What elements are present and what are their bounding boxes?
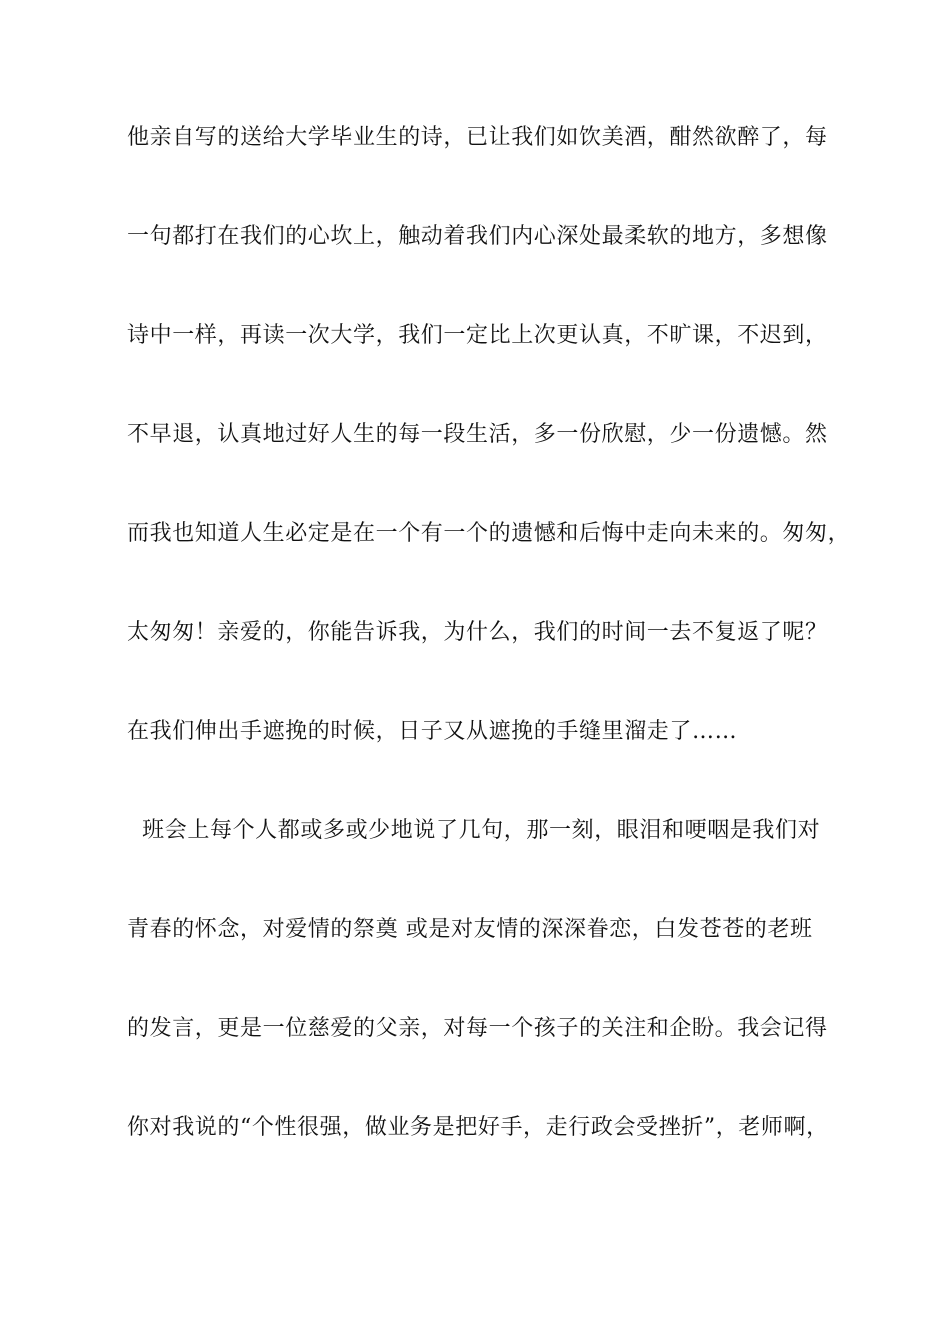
text-line: 在我们伸出手遮挽的时候，日子又从遮挽的手缝里溜走了……: [127, 719, 738, 744]
text-line: 你对我说的“个性很强，做业务是把好手，走行政会受挫折”，老师啊，: [127, 1115, 829, 1140]
text-line: 的发言，更是一位慈爱的父亲，对每一个孩子的关注和企盼。我会记得: [127, 1016, 828, 1041]
text-line: 而我也知道人生必定是在一个有一个的遗憾和后悔中走向未来的。匆匆，: [127, 521, 851, 546]
text-line: 青春的怀念，对爱情的祭奠 或是对友情的深深眷恋，白发苍苍的老班: [127, 917, 813, 942]
text-line: 一句都打在我们的心坎上，触动着我们内心深处最柔软的地方，多想像: [127, 224, 828, 249]
text-line: 诗中一样，再读一次大学，我们一定比上次更认真，不旷课，不迟到，: [127, 323, 828, 348]
body-text: [127, 118, 851, 1207]
text-line: 他亲自写的送给大学毕业生的诗，已让我们如饮美酒，酣然欲醉了，每: [127, 125, 828, 150]
text-line: 太匆匆！亲爱的，你能告诉我，为什么，我们的时间一去不复返了呢？: [127, 620, 828, 645]
text-line: 不早退，认真地过好人生的每一段生活，多一份欣慰，少一份遗憾。然: [127, 422, 828, 447]
text-line: 班会上每个人都或多或少地说了几句，那一刻，眼泪和哽咽是我们对: [127, 818, 821, 843]
